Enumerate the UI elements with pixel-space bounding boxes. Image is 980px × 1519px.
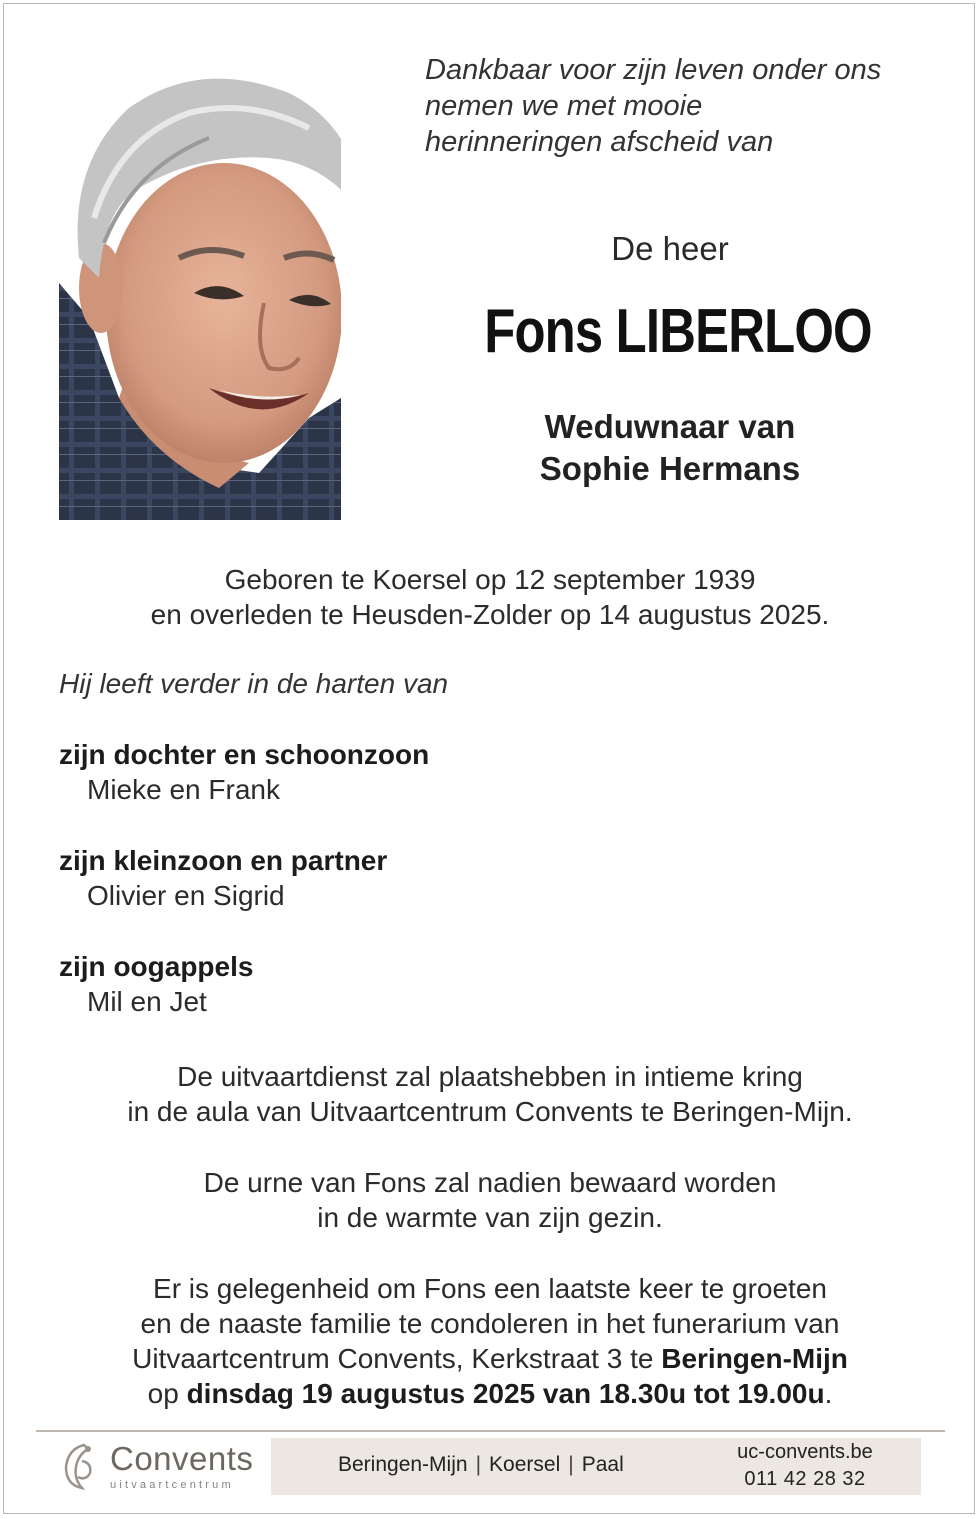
urn-line: in de warmte van zijn gezin. <box>317 1202 663 1233</box>
family-relation: zijn dochter en schoonzoon <box>59 739 430 770</box>
phone-number: 011 42 28 32 <box>744 1468 866 1490</box>
service-info <box>0 1059 980 1129</box>
intro-line: nemen we met mooie <box>425 90 703 122</box>
convents-logo-icon <box>62 1441 98 1491</box>
honorific: De heer <box>611 230 729 267</box>
date-prefix: op <box>147 1378 187 1409</box>
location-list <box>338 1453 624 1477</box>
service-line: De uitvaartdienst zal plaatshebben in intieme kring <box>177 1061 803 1092</box>
intro-line: Dankbaar voor zijn leven onder ons <box>425 54 882 86</box>
urn-line: De urne van Fons zal nadien bewaard worden <box>203 1167 777 1198</box>
visitation-info <box>0 1271 980 1411</box>
separator: | <box>475 1453 482 1476</box>
intro-text <box>425 52 965 160</box>
visitation-line <box>0 1341 980 1376</box>
intro-line: herinneringen afscheid van <box>425 126 774 158</box>
separator: | <box>568 1453 574 1476</box>
portrait-photo <box>59 68 341 520</box>
visitation-line: en de naaste familie te condoleren in het funerarium van <box>140 1308 840 1339</box>
widow-line: Weduwnaar van <box>544 408 796 445</box>
location-bold: Beringen-Mijn <box>661 1343 848 1374</box>
location-item: Paal <box>581 1453 624 1476</box>
remembrance-line: Hij leeft verder in de harten van <box>59 668 449 699</box>
address-text: Uitvaartcentrum Convents, Kerkstraat 3 te <box>132 1343 662 1374</box>
service-line: in de aula van Uitvaartcentrum Convents te Beringen-Mijn. <box>127 1096 853 1127</box>
date-suffix: . <box>824 1378 833 1409</box>
urn-info <box>0 1165 980 1235</box>
widow-block <box>370 406 970 490</box>
logo-subtitle: uitvaartcentrum <box>110 1479 234 1491</box>
family-names: Mil en Jet <box>87 986 207 1017</box>
visitation-line: Er is gelegenheid om Fons een laatste keer te groeten <box>153 1273 827 1304</box>
website-link[interactable]: uc-convents.be <box>737 1441 873 1463</box>
family-relation: zijn oogappels <box>59 951 254 982</box>
birth-line: Geboren te Koersel op 12 september 1939 <box>224 564 756 595</box>
death-line: en overleden te Heusden-Zolder op 14 augustus 2025. <box>150 599 830 630</box>
visitation-line <box>0 1376 980 1411</box>
location-item: Koersel <box>489 1453 561 1476</box>
family-names: Olivier en Sigrid <box>87 880 285 911</box>
birth-death-dates <box>0 562 980 632</box>
deceased-name: Fons LIBERLOO <box>484 297 872 366</box>
spouse-name: Sophie Hermans <box>539 450 801 487</box>
location-item: Beringen-Mijn <box>338 1453 468 1476</box>
family-names: Mieke en Frank <box>87 774 280 805</box>
footer-divider <box>36 1430 945 1432</box>
family-relation: zijn kleinzoon en partner <box>59 845 388 876</box>
logo-wordmark: Convents <box>110 1440 254 1477</box>
visitation-datetime: dinsdag 19 augustus 2025 van 18.30u tot 19.00u <box>186 1378 825 1409</box>
